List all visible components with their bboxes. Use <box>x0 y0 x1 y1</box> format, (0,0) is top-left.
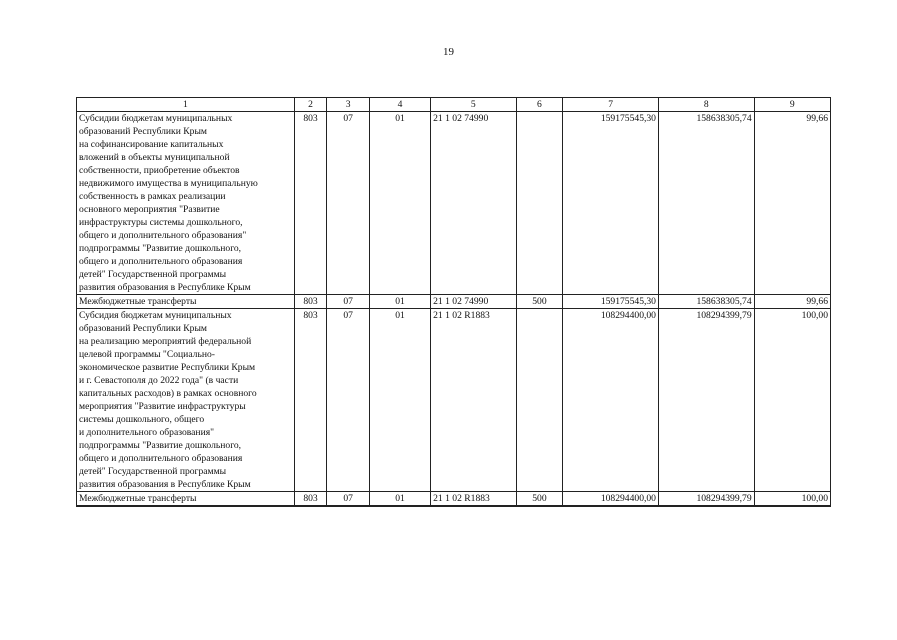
table-row <box>77 492 831 507</box>
row-planned-amount: 159175545,30 <box>563 295 659 309</box>
row-section-code: 07 <box>327 309 370 492</box>
row-target-code: 21 1 02 R1883 <box>431 309 516 492</box>
row-ministry-code: 803 <box>294 112 327 295</box>
col-header-2: 2 <box>294 98 327 112</box>
row-subsection-code: 01 <box>370 112 431 295</box>
row-description: Межбюджетные трансферты <box>77 295 295 309</box>
row-ministry-code: 803 <box>294 295 327 309</box>
row-section-code: 07 <box>327 112 370 295</box>
row-ministry-code: 803 <box>294 309 327 492</box>
row-target-code: 21 1 02 R1883 <box>431 492 516 507</box>
col-header-5: 5 <box>431 98 516 112</box>
row-actual-amount: 108294399,79 <box>658 492 754 507</box>
row-planned-amount: 108294400,00 <box>563 309 659 492</box>
row-actual-amount: 158638305,74 <box>658 295 754 309</box>
col-header-6: 6 <box>516 98 563 112</box>
col-header-8: 8 <box>658 98 754 112</box>
row-section-code: 07 <box>327 492 370 507</box>
row-target-code: 21 1 02 74990 <box>431 295 516 309</box>
col-header-1: 1 <box>77 98 295 112</box>
col-header-3: 3 <box>327 98 370 112</box>
row-section-code: 07 <box>327 295 370 309</box>
row-subsection-code: 01 <box>370 295 431 309</box>
budget-table <box>76 97 831 507</box>
row-ministry-code: 803 <box>294 492 327 507</box>
row-expense-type <box>516 309 563 492</box>
row-percent: 100,00 <box>754 309 830 492</box>
table-row <box>77 295 831 309</box>
row-expense-type: 500 <box>516 492 563 507</box>
row-expense-type: 500 <box>516 295 563 309</box>
row-subsection-code: 01 <box>370 492 431 507</box>
row-target-code: 21 1 02 74990 <box>431 112 516 295</box>
header-row <box>77 98 831 112</box>
col-header-9: 9 <box>754 98 830 112</box>
page-number: 19 <box>443 46 454 58</box>
row-actual-amount: 158638305,74 <box>658 112 754 295</box>
table-row <box>77 112 831 295</box>
col-header-7: 7 <box>563 98 659 112</box>
row-planned-amount: 108294400,00 <box>563 492 659 507</box>
table-row <box>77 309 831 492</box>
row-subsection-code: 01 <box>370 309 431 492</box>
col-header-4: 4 <box>370 98 431 112</box>
row-expense-type <box>516 112 563 295</box>
row-description: Межбюджетные трансферты <box>77 492 295 507</box>
row-description: Субсидии бюджетам муниципальных образований Республики Крым на софинансирование капитальных вложений в объекты муниципальной собственности, приобретение объектов недвижимого имущества в муниципальную собственность в рамках реализации основного мероприятия "Развитие инфраструктуры системы дошкольного, общего и дополнительного образования" подпрограммы "Развитие дошкольного, общего и дополнительного образования детей" Государственной программы развития образования в Республике Крым <box>77 112 295 295</box>
row-percent: 99,66 <box>754 295 830 309</box>
row-percent: 100,00 <box>754 492 830 507</box>
row-percent: 99,66 <box>754 112 830 295</box>
row-actual-amount: 108294399,79 <box>658 309 754 492</box>
row-planned-amount: 159175545,30 <box>563 112 659 295</box>
row-description: Субсидия бюджетам муниципальных образований Республики Крым на реализацию мероприятий федеральной целевой программы "Социально- экономическое развитие Республики Крым и г. Севастополя до 2022 года" (в части капитальных расходов) в рамках основного мероприятия "Развитие инфраструктуры системы дошкольного, общего и дополнительного образования" подпрограммы "Развитие дошкольного, общего и дополнительного образования детей" Государственной программы развития образования в Республике Крым <box>77 309 295 492</box>
